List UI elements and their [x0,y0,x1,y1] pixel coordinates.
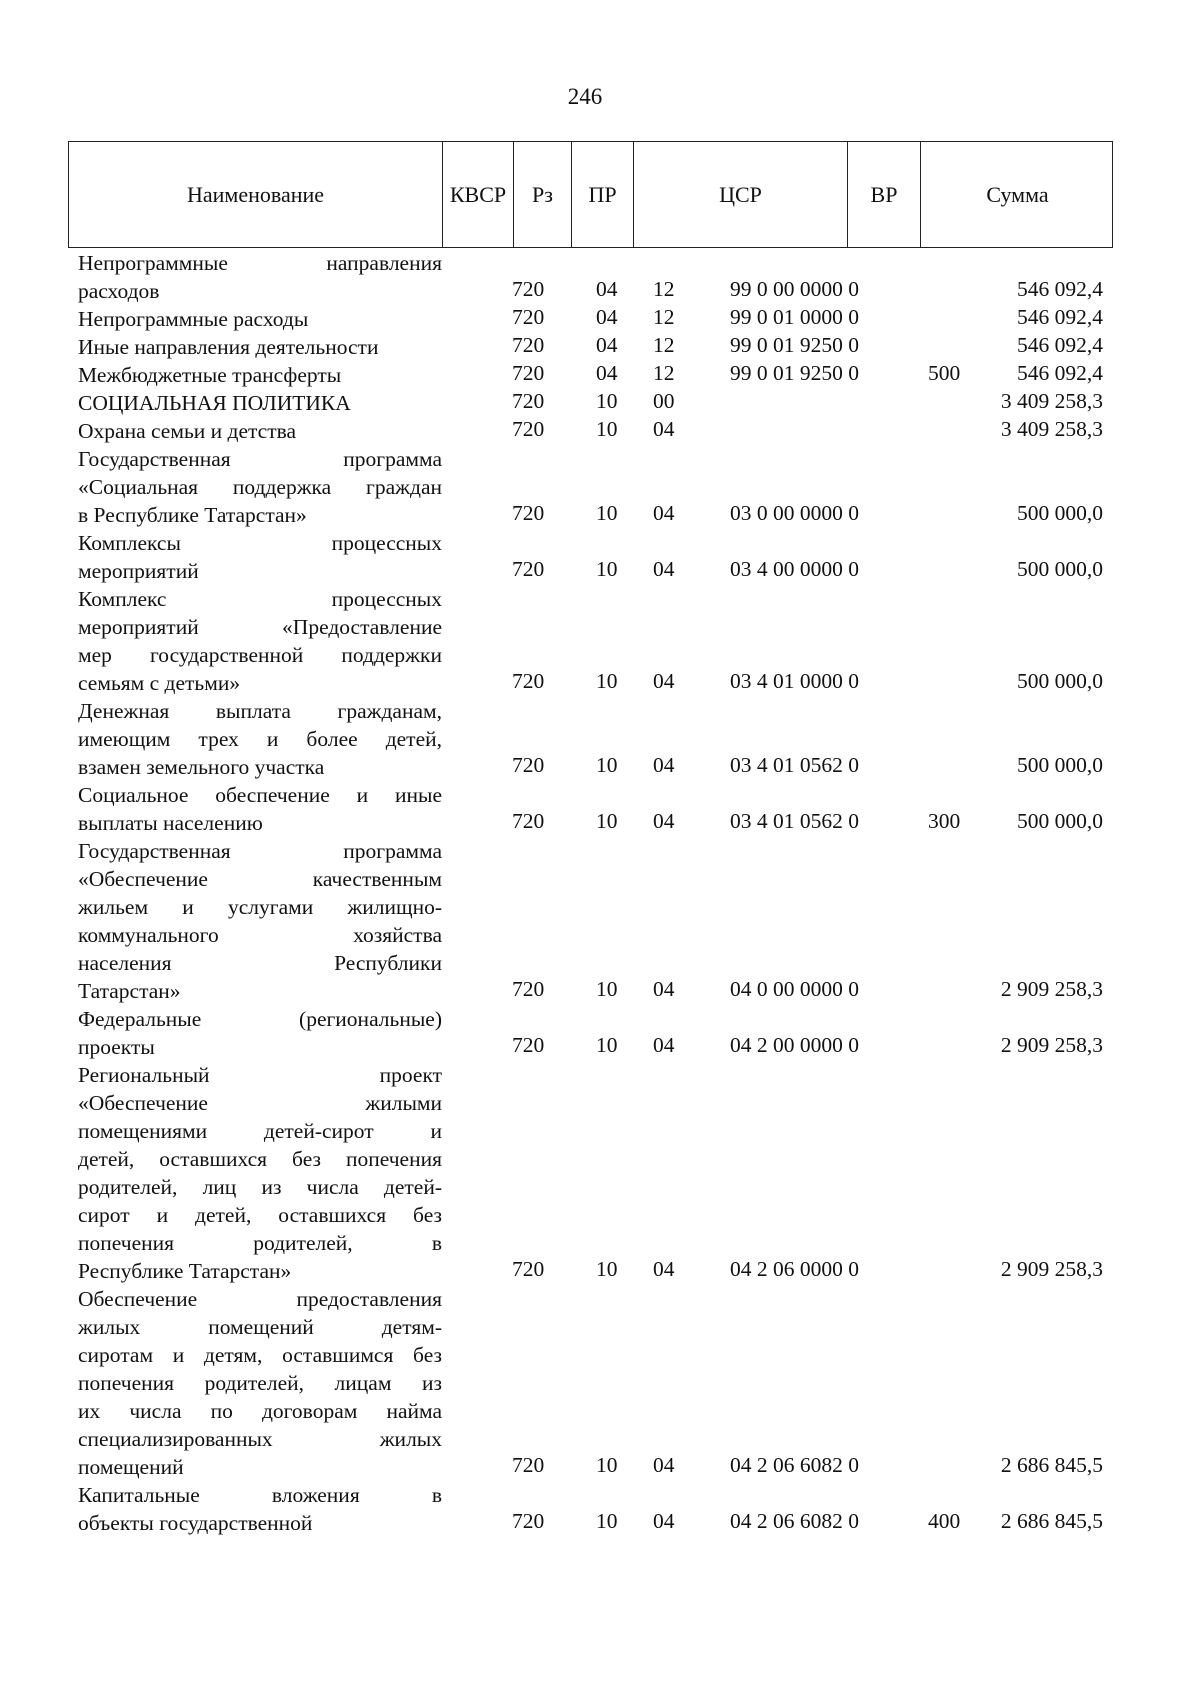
row-name [68,1005,442,1061]
row-name-line: сиротам и детям, оставшимся без [78,1343,442,1367]
row-name-line: выплаты населению [78,811,263,835]
header-sum: Сумма [986,181,1049,207]
sum-cell: 3 409 258,3 [1000,417,1103,441]
kvsr-cell: 720 [512,361,545,385]
pr-cell: 00 [653,389,675,413]
row-name [68,333,442,361]
table-row [68,417,1113,445]
header-name: Наименование [69,142,443,247]
row-name-line: населения Республики [78,951,442,975]
row-name-line: детей, оставшихся без попечения [78,1147,442,1171]
rz-cell: 10 [596,977,618,1001]
csr-cell: 99 0 01 9250 0 [730,361,859,385]
sum-cell: 2 686 845,5 [1000,1509,1103,1533]
csr-cell: 03 0 00 0000 0 [730,501,859,525]
table-row [68,249,1113,305]
header-rz: Рз [514,142,572,247]
pr-cell: 12 [653,277,675,301]
header-csr: ЦСР [634,142,848,247]
sum-cell: 500 000,0 [1017,669,1103,693]
rz-cell: 10 [596,557,618,581]
csr-cell: 99 0 01 0000 0 [730,305,859,329]
sum-cell: 546 092,4 [1017,333,1103,357]
row-name [68,529,442,585]
row-name [68,1481,442,1537]
pr-cell: 04 [653,1033,675,1057]
kvsr-cell: 720 [512,277,545,301]
row-name-line: попечения родителей, в [78,1231,442,1255]
row-name-line: в Республике Татарстан» [78,503,307,527]
sum-cell: 546 092,4 [1017,277,1103,301]
row-name [68,1061,442,1285]
row-name-line: Капитальные вложения в [78,1483,442,1507]
row-name-line: Татарстан» [78,979,181,1003]
pr-cell: 04 [653,669,675,693]
kvsr-cell: 720 [512,389,545,413]
kvsr-cell: 720 [512,753,545,777]
row-name-line: проекты [78,1035,155,1059]
header-kvsr: КВСР [443,142,514,247]
table-row [68,837,1113,1005]
csr-cell: 04 0 00 0000 0 [730,977,859,1001]
vr-cell: 300 [928,809,961,833]
kvsr-cell: 720 [512,557,545,581]
sum-cell: 500 000,0 [1017,501,1103,525]
table-header [68,141,1113,248]
table-row [68,445,1113,529]
row-name-line: помещений [78,1455,184,1479]
row-name-line: Обеспечение предоставления [78,1287,442,1311]
kvsr-cell: 720 [512,669,545,693]
row-name-line: их числа по договорам найма [78,1399,442,1423]
rz-cell: 10 [596,1257,618,1281]
csr-cell: 99 0 01 9250 0 [730,333,859,357]
table-row [68,585,1113,697]
header-vr: ВР [848,142,921,247]
csr-cell: 03 4 01 0562 0 [730,753,859,777]
rz-cell: 10 [596,501,618,525]
pr-cell: 04 [653,501,675,525]
row-name-line: Денежная выплата гражданам, [78,699,442,723]
table-row [68,1005,1113,1061]
row-name-line: жильем и услугами жилищно- [78,895,442,919]
row-name-line: мероприятий «Предоставление [78,615,442,639]
row-name-line: «Социальная поддержка граждан [78,475,442,499]
rz-cell: 04 [596,305,618,329]
rz-cell: 04 [596,361,618,385]
row-name-line: мер государственной поддержки [78,643,442,667]
csr-cell: 03 4 00 0000 0 [730,557,859,581]
rz-cell: 10 [596,669,618,693]
row-name-line: помещениями детей-сирот и [78,1119,442,1143]
row-name [68,697,442,781]
row-name-line: Непрограммные направления [78,251,442,275]
kvsr-cell: 720 [512,501,545,525]
table-row [68,305,1113,333]
vr-cell: 400 [928,1509,961,1533]
row-name-line: взамен земельного участка [78,755,325,779]
pr-cell: 12 [653,361,675,385]
row-name [68,305,442,333]
vr-cell: 500 [928,361,961,385]
rz-cell: 10 [596,417,618,441]
rz-cell: 04 [596,277,618,301]
pr-cell: 04 [653,557,675,581]
row-name-line: имеющим трех и более детей, [78,727,442,751]
row-name [68,389,442,417]
table-row [68,1285,1113,1481]
sum-cell: 2 686 845,5 [1000,1453,1103,1477]
pr-cell: 04 [653,1453,675,1477]
row-name-line: Федеральные (региональные) [78,1007,442,1031]
row-name-line: семьям с детьми» [78,671,241,695]
row-name [68,445,442,529]
sum-cell: 546 092,4 [1017,361,1103,385]
row-name [68,585,442,697]
rz-cell: 04 [596,333,618,357]
header-pr: ПР [572,142,634,247]
kvsr-cell: 720 [512,1509,545,1533]
csr-cell: 04 2 06 0000 0 [730,1257,859,1281]
sum-cell: 2 909 258,3 [1000,977,1103,1001]
table-row [68,361,1113,389]
table-body [68,249,1113,1537]
row-name-line: Комплексы процессных [78,531,442,555]
table-row [68,1061,1113,1285]
row-name-line: Охрана семьи и детства [78,419,297,443]
pr-cell: 12 [653,333,675,357]
kvsr-cell: 720 [512,1257,545,1281]
kvsr-cell: 720 [512,333,545,357]
row-name-line: попечения родителей, лицам из [78,1371,442,1395]
sum-cell: 546 092,4 [1017,305,1103,329]
sum-cell: 3 409 258,3 [1000,389,1103,413]
row-name-line: Иные направления деятельности [78,335,379,359]
row-name [68,249,442,305]
row-name-line: Государственная программа [78,839,442,863]
row-name-line: мероприятий [78,559,199,583]
table-row [68,529,1113,585]
row-name-line: коммунального хозяйства [78,923,442,947]
pr-cell: 04 [653,1509,675,1533]
csr-cell: 99 0 00 0000 0 [730,277,859,301]
rz-cell: 10 [596,389,618,413]
rz-cell: 10 [596,1453,618,1477]
row-name-line: Комплекс процессных [78,587,442,611]
table-row [68,389,1113,417]
kvsr-cell: 720 [512,1033,545,1057]
rz-cell: 10 [596,1033,618,1057]
table-row [68,333,1113,361]
pr-cell: 04 [653,417,675,441]
pr-cell: 04 [653,809,675,833]
pr-cell: 12 [653,305,675,329]
row-name-line: объекты государственной [78,1511,313,1535]
csr-cell: 03 4 01 0562 0 [730,809,859,833]
row-name-line: жилых помещений детям- [78,1315,442,1339]
row-name-line: СОЦИАЛЬНАЯ ПОЛИТИКА [78,391,351,415]
kvsr-cell: 720 [512,809,545,833]
kvsr-cell: 720 [512,1453,545,1477]
kvsr-cell: 720 [512,417,545,441]
row-name-line: Республике Татарстан» [78,1259,292,1283]
pr-cell: 04 [653,977,675,1001]
row-name-line: Государственная программа [78,447,442,471]
kvsr-cell: 720 [512,977,545,1001]
row-name-line: специализированных жилых [78,1427,442,1451]
row-name-line: «Обеспечение качественным [78,867,442,891]
csr-cell: 04 2 06 6082 0 [730,1509,859,1533]
pr-cell: 04 [653,753,675,777]
pr-cell: 04 [653,1257,675,1281]
csr-cell: 03 4 01 0000 0 [730,669,859,693]
row-name [68,1285,442,1481]
row-name-line: Межбюджетные трансферты [78,363,342,387]
row-name-line: Региональный проект [78,1063,442,1087]
sum-cell: 500 000,0 [1017,557,1103,581]
rz-cell: 10 [596,1509,618,1533]
rz-cell: 10 [596,809,618,833]
row-name-line: Социальное обеспечение и иные [78,783,442,807]
table-row [68,781,1113,837]
row-name-line: сирот и детей, оставшихся без [78,1203,442,1227]
sum-cell: 500 000,0 [1017,809,1103,833]
row-name [68,837,442,1005]
row-name [68,361,442,389]
csr-cell: 04 2 06 6082 0 [730,1453,859,1477]
page-number: 246 [567,84,603,109]
rz-cell: 10 [596,753,618,777]
kvsr-cell: 720 [512,305,545,329]
sum-cell: 500 000,0 [1017,753,1103,777]
row-name-line: «Обеспечение жилыми [78,1091,442,1115]
row-name-line: расходов [78,279,160,303]
sum-cell: 2 909 258,3 [1000,1033,1103,1057]
row-name [68,417,442,445]
row-name-line: Непрограммные расходы [78,307,309,331]
table-row [68,697,1113,781]
row-name-line: родителей, лиц из числа детей- [78,1175,442,1199]
sum-cell: 2 909 258,3 [1000,1257,1103,1281]
csr-cell: 04 2 00 0000 0 [730,1033,859,1057]
table-row [68,1481,1113,1537]
row-name [68,781,442,837]
